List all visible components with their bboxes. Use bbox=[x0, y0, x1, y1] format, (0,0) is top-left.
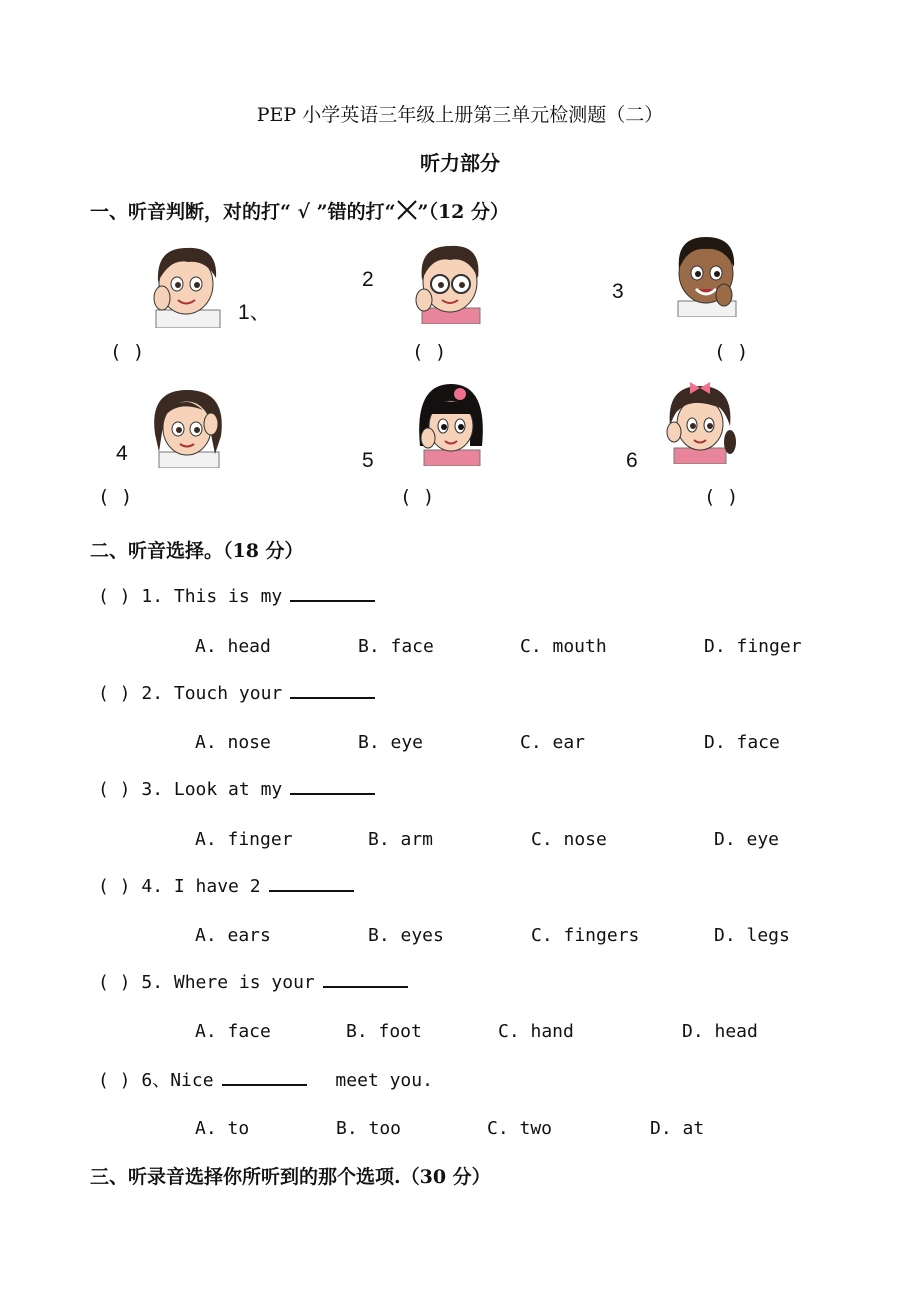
question-1 bbox=[98, 584, 375, 607]
section3-heading: 三、听录音选择你所听到的那个选项.（30 分） bbox=[90, 1166, 491, 1188]
option-1b: B. face bbox=[358, 636, 434, 657]
option-2c: C. ear bbox=[520, 732, 586, 753]
question-5 bbox=[98, 970, 408, 993]
picture-answer-3[interactable]: ( ) bbox=[714, 341, 749, 363]
option-5a: A. face bbox=[195, 1021, 271, 1042]
option-4a: A. ears bbox=[195, 925, 271, 946]
answer-blank-4[interactable] bbox=[269, 874, 354, 892]
picture-answer-2[interactable]: ( ) bbox=[412, 341, 447, 363]
option-6b: B. too bbox=[336, 1118, 402, 1139]
option-5d: D. head bbox=[682, 1021, 758, 1042]
question-4 bbox=[98, 874, 354, 897]
picture-label-1: 1、 bbox=[238, 301, 271, 324]
child-boy-1-picture bbox=[148, 240, 224, 328]
cross-icon bbox=[396, 199, 418, 221]
option-5b: B. foot bbox=[346, 1021, 422, 1042]
answer-paren-3[interactable]: ( ) bbox=[98, 779, 131, 800]
question-after-6: meet you. bbox=[335, 1070, 433, 1091]
section1-heading-post: ”（12 分） bbox=[417, 201, 509, 223]
child-boy-3-picture bbox=[670, 233, 742, 317]
question-stem-3: 3. Look at my bbox=[141, 779, 283, 800]
answer-paren-1[interactable]: ( ) bbox=[98, 586, 131, 607]
answer-paren-4[interactable]: ( ) bbox=[98, 876, 131, 897]
option-4b: B. eyes bbox=[368, 925, 444, 946]
question-stem-5: 5. Where is your bbox=[141, 972, 315, 993]
question-stem-4: 4. I have 2 bbox=[141, 876, 261, 897]
child-girl-5-picture bbox=[414, 380, 488, 466]
child-girl-4-picture bbox=[147, 384, 229, 468]
answer-blank-5[interactable] bbox=[323, 970, 408, 988]
answer-blank-6[interactable] bbox=[222, 1068, 307, 1086]
answer-paren-5[interactable]: ( ) bbox=[98, 972, 131, 993]
picture-label-6: 6 bbox=[626, 449, 638, 472]
option-3b: B. arm bbox=[368, 829, 434, 850]
picture-answer-6[interactable]: ( ) bbox=[704, 486, 739, 508]
option-3c: C. nose bbox=[531, 829, 607, 850]
child-glasses-2-picture bbox=[412, 240, 488, 324]
option-2b: B. eye bbox=[358, 732, 424, 753]
picture-answer-1[interactable]: ( ) bbox=[110, 341, 145, 363]
picture-answer-5[interactable]: ( ) bbox=[400, 486, 435, 508]
option-2a: A. nose bbox=[195, 732, 271, 753]
answer-blank-1[interactable] bbox=[290, 584, 375, 602]
picture-answer-4[interactable]: ( ) bbox=[98, 486, 133, 508]
question-stem-1: 1. This is my bbox=[141, 586, 283, 607]
question-3 bbox=[98, 777, 375, 800]
answer-paren-6[interactable]: ( ) bbox=[98, 1070, 131, 1091]
section1-heading bbox=[90, 197, 509, 224]
question-2 bbox=[98, 681, 375, 704]
option-3d: D. eye bbox=[714, 829, 780, 850]
question-6 bbox=[98, 1066, 433, 1092]
page-subtitle: 听力部分 bbox=[420, 151, 500, 175]
child-girl-6-picture bbox=[660, 376, 740, 464]
option-4d: D. legs bbox=[714, 925, 790, 946]
picture-label-3: 3 bbox=[612, 280, 624, 303]
option-4c: C. fingers bbox=[531, 925, 640, 946]
option-3a: A. finger bbox=[195, 829, 293, 850]
option-5c: C. hand bbox=[498, 1021, 574, 1042]
answer-blank-3[interactable] bbox=[290, 777, 375, 795]
section2-heading: 二、听音选择。（18 分） bbox=[90, 540, 304, 562]
option-1c: C. mouth bbox=[520, 636, 607, 657]
picture-label-5: 5 bbox=[362, 449, 374, 472]
option-6a: A. to bbox=[195, 1118, 250, 1139]
option-1d: D. finger bbox=[704, 636, 802, 657]
picture-label-2: 2 bbox=[362, 268, 374, 291]
answer-paren-2[interactable]: ( ) bbox=[98, 683, 131, 704]
answer-blank-2[interactable] bbox=[290, 681, 375, 699]
picture-label-4: 4 bbox=[116, 442, 128, 465]
question-stem-2: 2. Touch your bbox=[141, 683, 283, 704]
section1-heading-pre: 一、听音判断，对的打“ √ ”错的打“ bbox=[90, 201, 396, 223]
option-2d: D. face bbox=[704, 732, 780, 753]
question-stem-6: 6、Nice bbox=[141, 1070, 214, 1091]
option-6d: D. at bbox=[650, 1118, 705, 1139]
page-title: PEP 小学英语三年级上册第三单元检测题（二） bbox=[256, 104, 664, 126]
option-1a: A. head bbox=[195, 636, 271, 657]
option-6c: C. two bbox=[487, 1118, 553, 1139]
